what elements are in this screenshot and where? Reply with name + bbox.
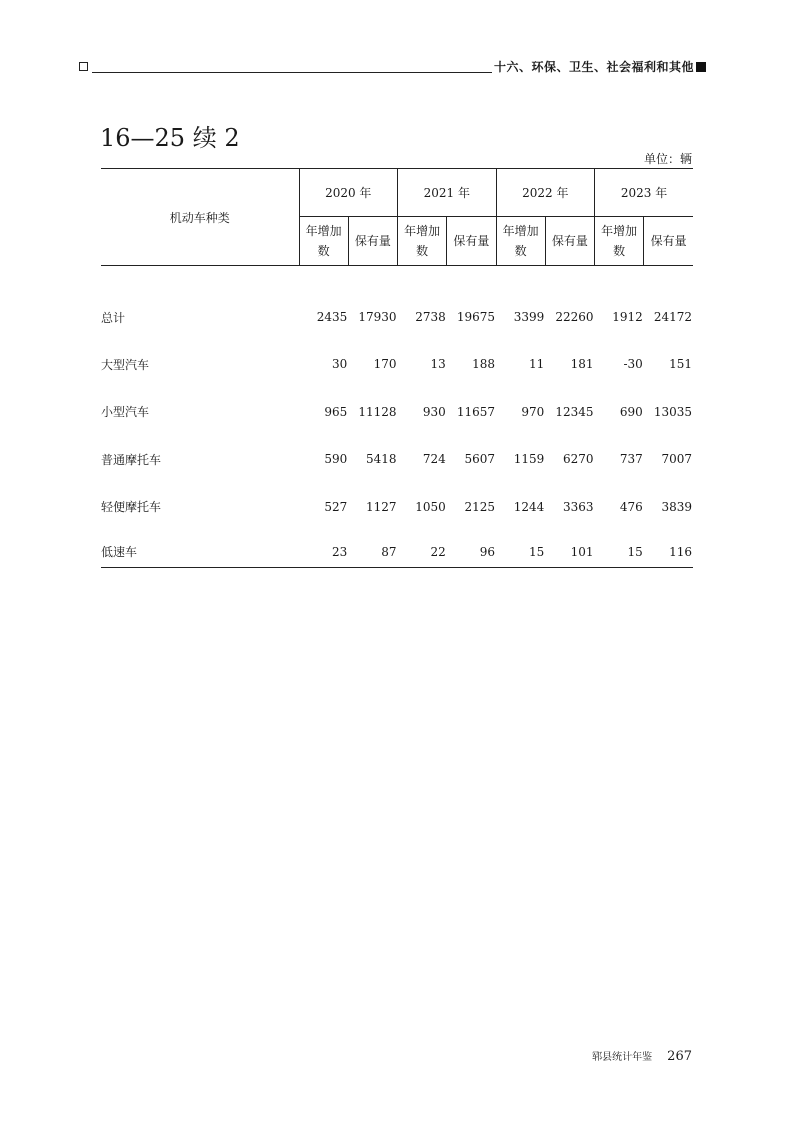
table-row — [101, 483, 693, 531]
increase-header-line1: 年增加 — [601, 224, 638, 238]
header-checkbox-icon — [79, 62, 88, 71]
row-name: 小型汽车 — [101, 405, 150, 420]
stock-header: 保有量 — [348, 217, 397, 266]
cell-value: 15 — [496, 531, 545, 568]
cell-value: 13 — [430, 357, 446, 372]
table-row — [101, 266, 693, 341]
page-footer — [592, 1045, 692, 1064]
cell-value: 970 — [521, 404, 545, 419]
cell-value: 96 — [447, 531, 496, 568]
cell-value: 3363 — [563, 499, 594, 514]
page-number: 267 — [667, 1049, 692, 1064]
vehicle-table — [101, 168, 693, 568]
cell-value: 1244 — [513, 499, 545, 514]
stock-header: 保有量 — [644, 217, 693, 266]
cell-value: 1912 — [612, 310, 643, 325]
cell-value: 170 — [373, 357, 397, 372]
cell-value: 12345 — [555, 404, 594, 419]
cell-value: 6270 — [563, 452, 594, 467]
cell-value: 3839 — [661, 499, 693, 514]
section-title: 十六、环保、卫生、社会福利和其他 — [494, 60, 695, 74]
cell-value: 2435 — [316, 310, 348, 325]
black-square-icon — [696, 62, 706, 72]
cell-value: 590 — [324, 452, 348, 467]
row-name: 普通摩托车 — [101, 452, 162, 467]
table-row — [101, 436, 693, 484]
increase-header — [299, 217, 348, 266]
row-name: 总计 — [101, 310, 126, 325]
cell-value: 690 — [619, 404, 643, 419]
year-header: 2023 年 — [595, 169, 694, 217]
increase-header-line2: 数 — [416, 244, 429, 258]
cell-value: 2125 — [464, 499, 496, 514]
cell-value: 23 — [299, 531, 348, 568]
cell-value: 724 — [422, 452, 446, 467]
row-name: 大型汽车 — [101, 357, 150, 372]
cell-value: 30 — [331, 357, 348, 372]
book-title: 郓县统计年鉴 — [592, 1052, 653, 1063]
cell-value: 2738 — [415, 310, 446, 325]
cell-value: 19675 — [456, 310, 496, 325]
cell-value: 22 — [398, 531, 447, 568]
cell-value: 151 — [669, 357, 693, 372]
increase-header — [398, 217, 447, 266]
increase-header-line1: 年增加 — [502, 224, 539, 238]
cell-value: 1159 — [513, 452, 545, 467]
row-name: 低速车 — [101, 531, 299, 568]
cell-value: 1127 — [365, 499, 397, 514]
unit-label: 单位：辆 — [643, 152, 692, 166]
table-title: 16—25 续 2 — [100, 124, 240, 152]
cell-value: 24172 — [653, 310, 693, 325]
year-header: 2021 年 — [398, 169, 497, 217]
year-header: 2022 年 — [496, 169, 595, 217]
increase-header — [595, 217, 644, 266]
cell-value: 965 — [324, 404, 348, 419]
cell-value: 13035 — [653, 404, 693, 419]
row-name: 轻便摩托车 — [101, 500, 162, 515]
cell-value: 116 — [644, 531, 693, 568]
cell-value: 22260 — [555, 310, 594, 325]
cell-value: 476 — [619, 499, 643, 514]
increase-header-line2: 数 — [514, 244, 527, 258]
cell-value: 87 — [348, 531, 397, 568]
year-header: 2020 年 — [299, 169, 398, 217]
cell-value: 7007 — [661, 452, 693, 467]
cell-value: 11657 — [456, 404, 496, 419]
cell-value: 737 — [619, 452, 643, 467]
increase-header-line2: 数 — [317, 244, 330, 258]
cell-value: 11128 — [358, 404, 397, 419]
stock-header: 保有量 — [545, 217, 594, 266]
table-row — [101, 341, 693, 389]
header-rule — [92, 72, 492, 73]
cell-value: 11 — [529, 357, 545, 372]
increase-header-line1: 年增加 — [404, 224, 441, 238]
cell-value: 3399 — [513, 310, 545, 325]
cell-value: 5418 — [365, 452, 397, 467]
row-header: 机动车种类 — [101, 169, 299, 266]
increase-header-line2: 数 — [613, 244, 626, 258]
cell-value: 15 — [595, 531, 644, 568]
cell-value: 930 — [422, 404, 446, 419]
increase-header — [496, 217, 545, 266]
cell-value: 1050 — [415, 499, 446, 514]
section-header — [494, 58, 706, 75]
cell-value: 527 — [324, 499, 348, 514]
cell-value: 181 — [570, 357, 594, 372]
cell-value: 188 — [472, 357, 496, 372]
cell-value: -30 — [623, 357, 643, 372]
cell-value: 5607 — [464, 452, 496, 467]
stock-header: 保有量 — [447, 217, 496, 266]
table-row — [101, 388, 693, 436]
table-row — [101, 531, 693, 568]
increase-header-line1: 年增加 — [305, 224, 342, 238]
cell-value: 17930 — [358, 310, 397, 325]
cell-value: 101 — [545, 531, 594, 568]
